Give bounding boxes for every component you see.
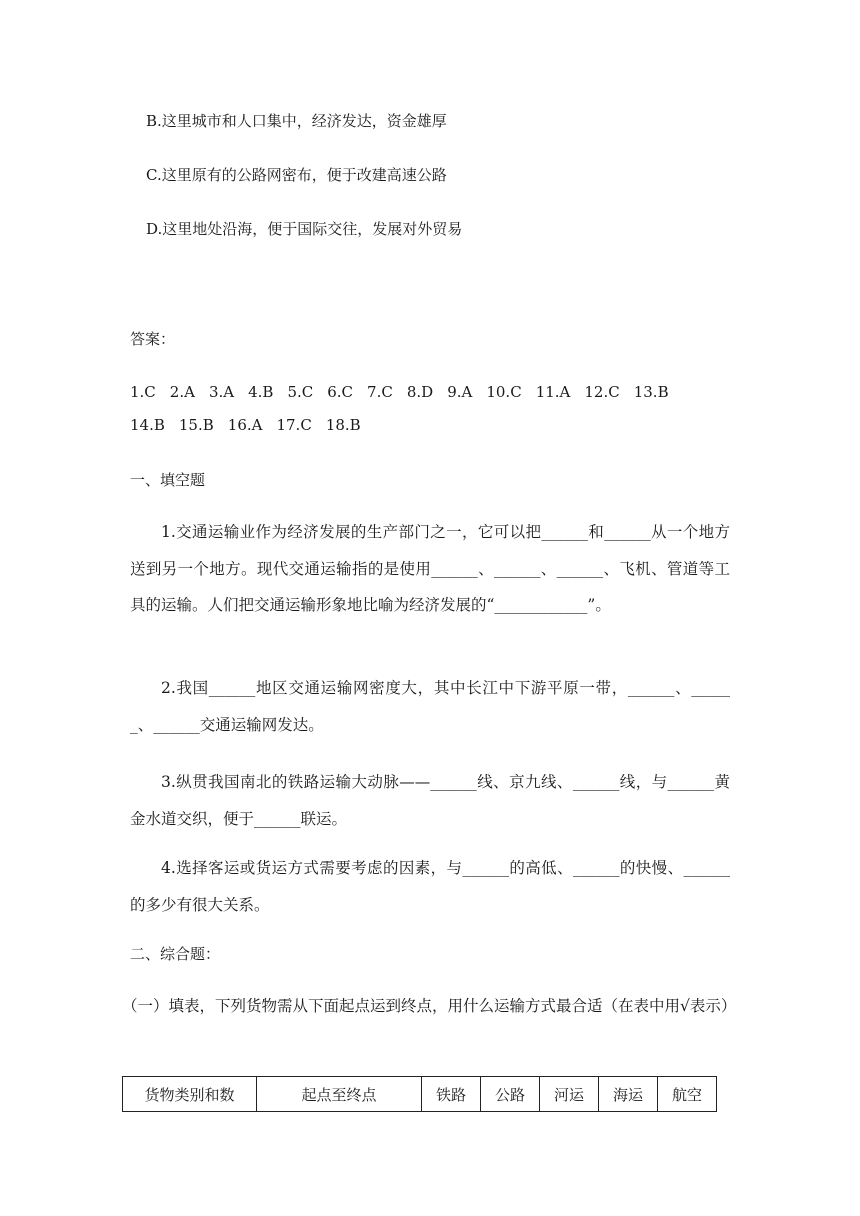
answer-item: 3.A [208, 383, 235, 401]
answers-line-1 [130, 382, 683, 402]
answer-item: 2.A [169, 383, 195, 401]
section-2-title: 二、综合题： [130, 945, 221, 963]
option-d: D.这里地处沿海，便于国际交往，发展对外贸易 [146, 220, 463, 238]
answer-item: 14.B [130, 416, 165, 434]
header-cell-river: 河运 [540, 1077, 599, 1112]
answers-line-2 [130, 415, 375, 435]
answer-item: 5.C [287, 383, 314, 401]
answer-item: 11.A [535, 383, 571, 401]
answer-item: 6.C [327, 383, 354, 401]
answer-item: 17.C [276, 416, 312, 434]
answer-item: 1.C [130, 383, 156, 401]
answer-item: 16.A [227, 416, 263, 434]
sub-question-1: （一）填表，下列货物需从下面起点运到终点，用什么运输方式最合适（在表中用√表示） [122, 997, 737, 1015]
header-cell-route: 起点至终点 [257, 1077, 422, 1112]
answer-item: 9.A [447, 383, 473, 401]
question-3: 3.纵贯我国南北的铁路运输大动脉——______线、京九线、______线，与______黄金水道交织，便于______联运。 [130, 773, 730, 828]
answer-item: 4.B [248, 383, 274, 401]
header-cell-air: 航空 [658, 1077, 717, 1112]
answer-item: 13.B [633, 383, 669, 401]
answer-item: 10.C [486, 383, 522, 401]
header-cell-sea: 海运 [599, 1077, 658, 1112]
header-cell-highway: 公路 [481, 1077, 540, 1112]
header-cell-railway: 铁路 [422, 1077, 481, 1112]
answers-title: 答案： [130, 330, 176, 348]
transport-table [122, 1076, 717, 1112]
question-1: 1.交通运输业作为经济发展的生产部门之一，它可以把______和______从一个地方送到另一个地方。现代交通运输指的是使用______、______、______、飞机、管道等工具的运输。人们把交通运输形象地比喻为经济发展的“____________”。 [130, 523, 730, 614]
option-b: B.这里城市和人口集中，经济发达，资金雄厚 [146, 112, 447, 130]
option-c: C.这里原有的公路网密布，便于改建高速公路 [146, 166, 447, 184]
table-header-row [123, 1077, 717, 1112]
question-2: 2.我国______地区交通运输网密度大，其中长江中下游平原一带，______、______、______交通运输网发达。 [130, 679, 730, 734]
answer-item: 15.B [178, 416, 214, 434]
header-cell-cargo: 货物类别和数 [123, 1077, 257, 1112]
section-1-title: 一、填空题 [130, 471, 206, 489]
question-4: 4.选择客运或货运方式需要考虑的因素，与______的高低、______的快慢、______的多少有很大关系。 [130, 859, 730, 914]
answer-item: 8.D [406, 383, 434, 401]
answer-item: 7.C [367, 383, 393, 401]
answer-item: 18.B [325, 416, 361, 434]
answer-item: 12.C [584, 383, 620, 401]
